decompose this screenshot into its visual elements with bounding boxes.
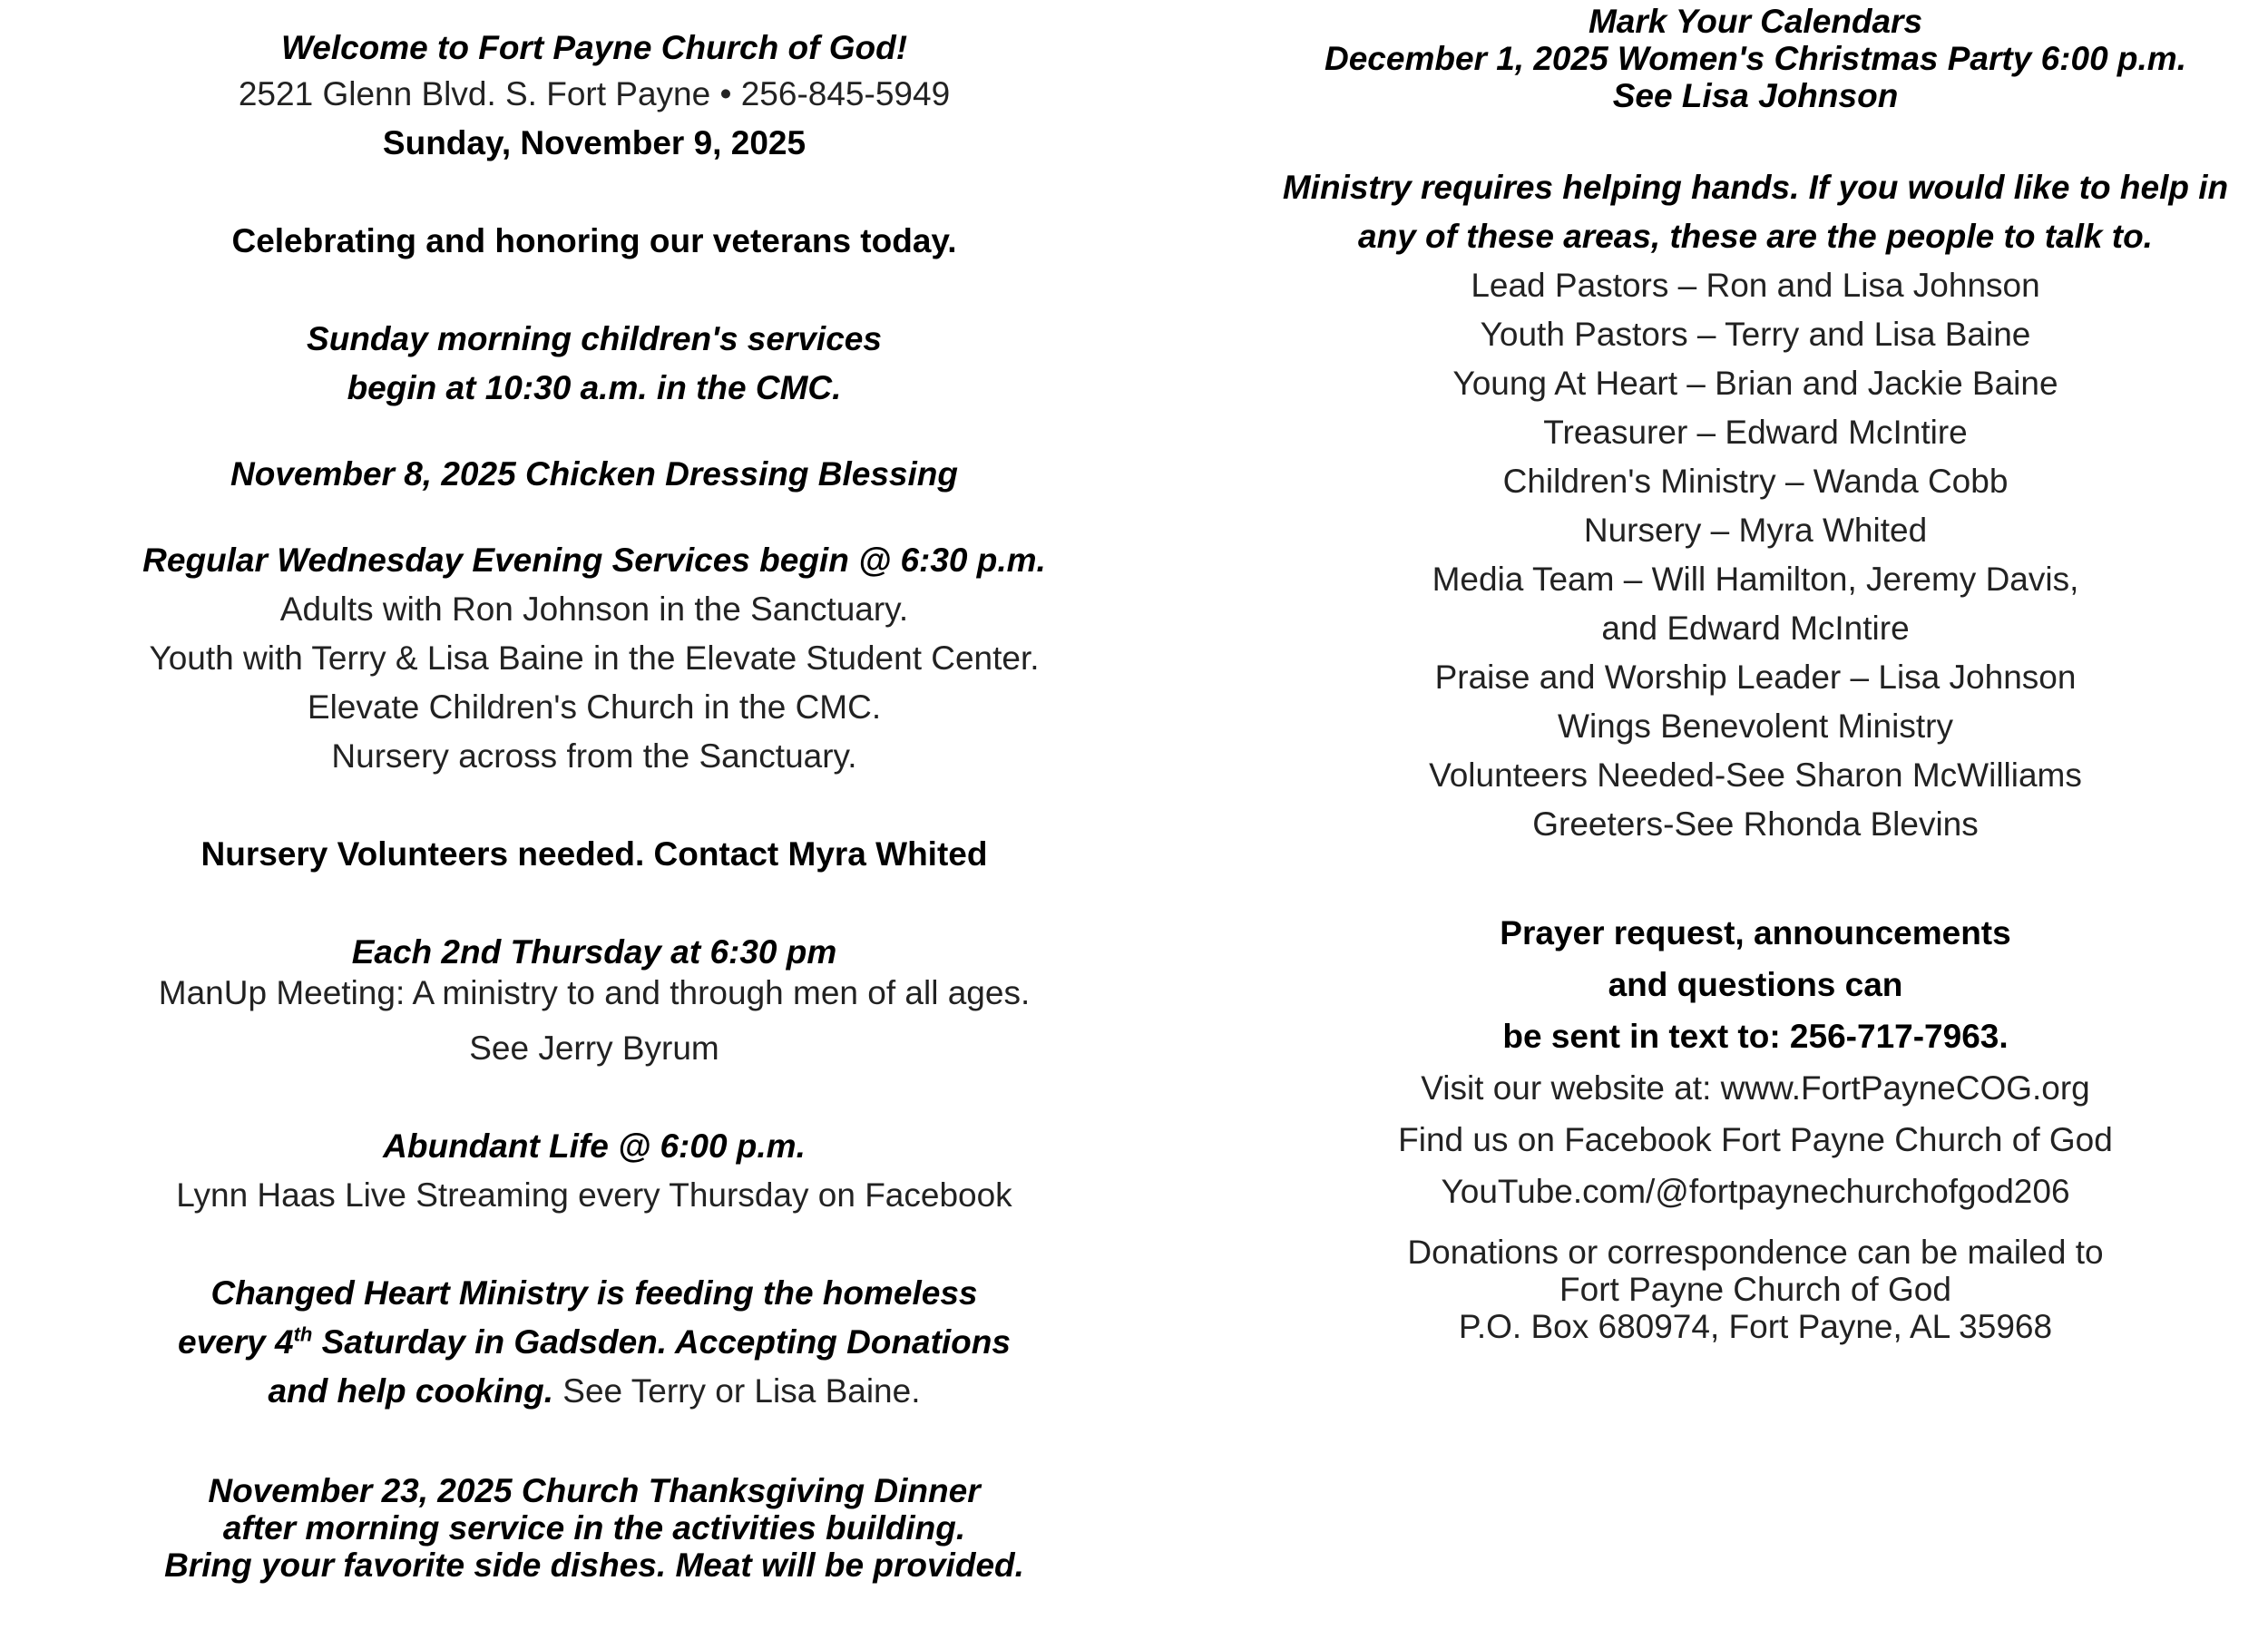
ministry-list-item: Greeters-See Rhonda Blevins	[1532, 805, 1979, 843]
wednesday-line: Elevate Children's Church in the CMC.	[307, 688, 882, 726]
abundant-life-heading: Abundant Life @ 6:00 p.m.	[383, 1127, 806, 1165]
prayer-line1: Prayer request, announcements	[1500, 914, 2011, 951]
ministry-list-item: Children's Ministry – Wanda Cobb	[1502, 463, 2009, 500]
ministry-list-item: Youth Pastors – Terry and Lisa Baine	[1480, 316, 2031, 353]
manup-heading: Each 2nd Thursday at 6:30 pm	[351, 933, 837, 971]
ministry-list-item: Young At Heart – Brian and Jackie Baine	[1452, 365, 2058, 402]
ministry-list-item: Media Team – Will Hamilton, Jeremy Davis,	[1432, 561, 2079, 598]
ministry-list-item: Wings Benevolent Ministry	[1558, 707, 1953, 745]
changed-heart-cooking: and help cooking.	[268, 1372, 554, 1410]
wednesday-line: Nursery across from the Sanctuary.	[331, 737, 857, 775]
welcome-heading: Welcome to Fort Payne Church of God!	[280, 29, 908, 66]
changed-heart-contact: See Terry or Lisa Baine.	[553, 1372, 921, 1410]
mail-church-name: Fort Payne Church of God	[1559, 1271, 1951, 1308]
children-services-line1: Sunday morning children's services	[307, 320, 882, 357]
youtube-link: YouTube.com/@fortpaynechurchofgod206	[1441, 1173, 2070, 1210]
ordinal-suffix: th	[293, 1322, 313, 1346]
changed-heart-every: every 4	[178, 1323, 294, 1361]
ministry-list-item: and Edward McIntire	[1601, 610, 1910, 647]
website-link: Visit our website at: www.FortPayneCOG.org	[1421, 1069, 2090, 1107]
left-column	[54, 0, 1134, 1584]
manup-contact: See Jerry Byrum	[469, 1029, 719, 1067]
ministry-intro-line1: Ministry requires helping hands. If you would like to help in	[1282, 169, 2229, 206]
thanksgiving-line2: after morning service in the activities building.	[222, 1509, 966, 1547]
abundant-life-description: Lynn Haas Live Streaming every Thursday on Facebook	[176, 1176, 1012, 1214]
ministry-list-item: Volunteers Needed-See Sharon McWilliams	[1429, 756, 2082, 794]
right-column	[1243, 0, 2268, 1345]
veterans-note: Celebrating and honoring our veterans today.	[231, 222, 957, 259]
changed-heart-saturday: Saturday in Gadsden. Accepting Donations	[312, 1323, 1011, 1361]
children-services-line2: begin at 10:30 a.m. in the CMC.	[347, 369, 842, 406]
ministry-list-item: Praise and Worship Leader – Lisa Johnson	[1434, 659, 2077, 696]
ministry-list-item: Nursery – Myra Whited	[1583, 512, 1928, 549]
wednesday-line: Youth with Terry & Lisa Baine in the Elevate Student Center.	[149, 639, 1040, 677]
christmas-party-contact: See Lisa Johnson	[1612, 77, 1899, 114]
mail-line1: Donations or correspondence can be mailed to	[1407, 1234, 2104, 1271]
prayer-line2: and questions can	[1608, 966, 1903, 1003]
facebook-note: Find us on Facebook Fort Payne Church of God	[1398, 1121, 2113, 1158]
wednesday-heading: Regular Wednesday Evening Services begin @ 6:30 p.m.	[142, 542, 1046, 579]
church-address: 2521 Glenn Blvd. S. Fort Payne • 256-845-5949	[238, 75, 951, 112]
ministry-intro-line2: any of these areas, these are the people to talk to.	[1358, 218, 2153, 255]
changed-heart-line3	[54, 1367, 1134, 1416]
prayer-phone: be sent in text to: 256-717-7963.	[1502, 1018, 2009, 1055]
christmas-party-event: December 1, 2025 Women's Christmas Party 6:00 p.m.	[1325, 40, 2186, 77]
ministry-list-item: Lead Pastors – Ron and Lisa Johnson	[1471, 267, 2040, 304]
thanksgiving-line1: November 23, 2025 Church Thanksgiving Dinner	[208, 1472, 981, 1509]
wednesday-line: Adults with Ron Johnson in the Sanctuary.	[279, 590, 909, 628]
manup-description: ManUp Meeting: A ministry to and through men of all ages.	[158, 974, 1031, 1011]
calendars-heading: Mark Your Calendars	[1588, 3, 1923, 40]
bulletin-date: Sunday, November 9, 2025	[382, 124, 807, 161]
thanksgiving-line3: Bring your favorite side dishes. Meat will be provided.	[164, 1547, 1024, 1584]
mail-po-box: P.O. Box 680974, Fort Payne, AL 35968	[1458, 1308, 2053, 1345]
ministry-list-item: Treasurer – Edward McIntire	[1543, 414, 1968, 451]
chicken-dressing-event: November 8, 2025 Chicken Dressing Blessing	[230, 455, 958, 493]
nursery-volunteers-note: Nursery Volunteers needed. Contact Myra Whited	[200, 835, 988, 873]
changed-heart-line2	[54, 1318, 1134, 1367]
changed-heart-line1: Changed Heart Ministry is feeding the homeless	[210, 1274, 978, 1312]
